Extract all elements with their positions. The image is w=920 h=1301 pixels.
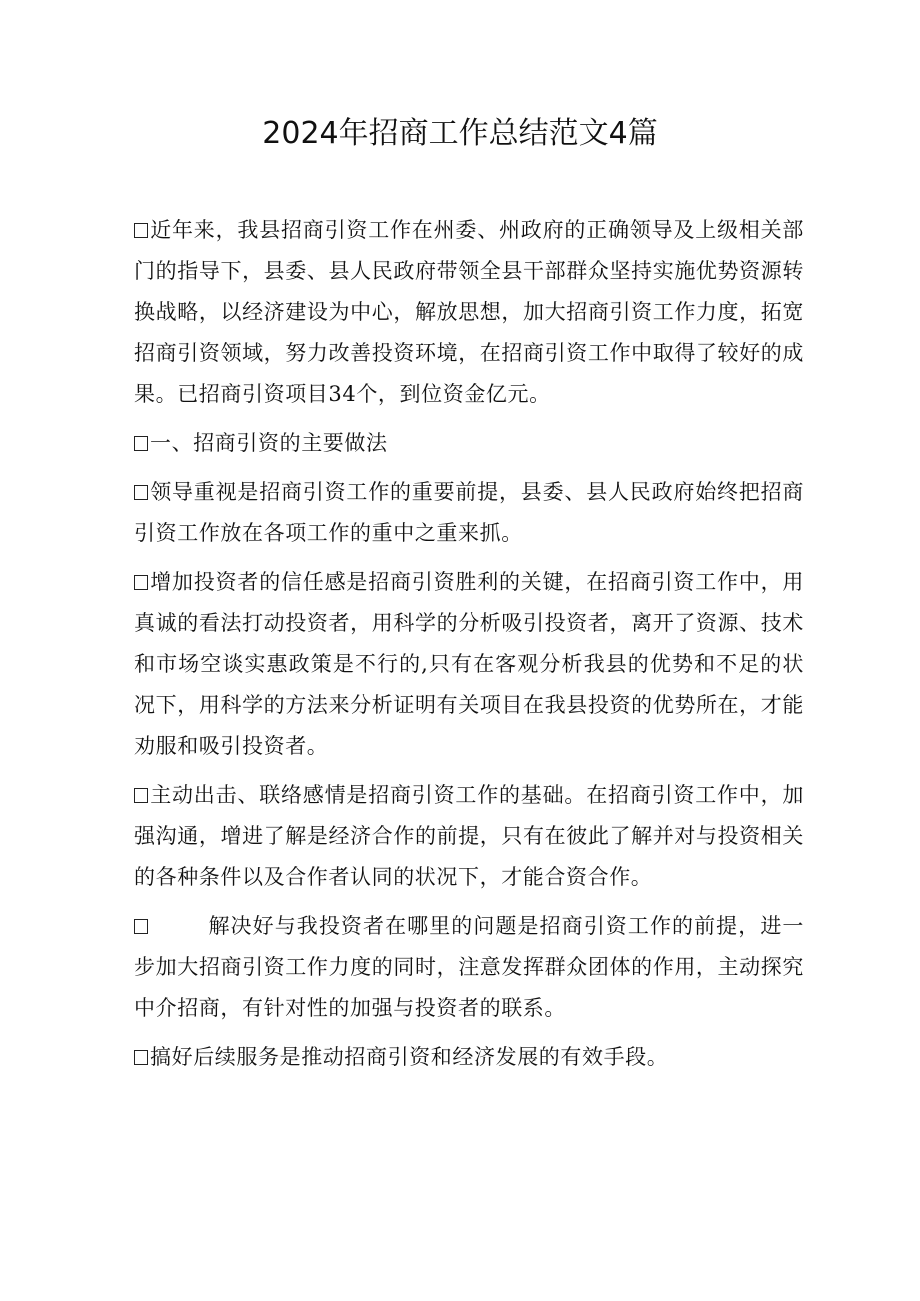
paragraph-text: 领导重视是招商引资工作的重要前提，县委、县人民政府始终把招商引资工作放在各项工作的重中之重来抓。 <box>134 480 804 545</box>
checkbox-bullet-icon <box>134 436 148 451</box>
paragraph-text: 主动出击、联络感情是招商引资工作的基础。在招商引资工作中，加强沟通，增进了解是经济合作的前提，只有在彼此了解并对与投资相关的各种条件以及合作者认同的状况下，才能合资合作。 <box>134 783 804 889</box>
paragraph-leadership <box>134 472 804 554</box>
checkbox-bullet-icon <box>134 1050 148 1065</box>
checkbox-bullet-icon <box>134 485 148 500</box>
paragraph-text: 解决好与我投资者在哪里的问题是招商引资工作的前提，进一步加大招商引资工作力度的同时，注意发挥群众团体的作用，主动探究中介招商，有针对性的加强与投资者的联系。 <box>134 914 804 1020</box>
paragraph-text: 一、招商引资的主要做法 <box>150 431 388 455</box>
checkbox-bullet-icon <box>134 788 148 803</box>
checkbox-bullet-icon <box>134 575 148 590</box>
paragraph-trust <box>134 562 804 767</box>
paragraph-intro <box>134 210 804 415</box>
paragraph-investors <box>134 906 804 1029</box>
checkbox-bullet-icon <box>134 223 148 238</box>
paragraph-text: 近年来，我县招商引资工作在州委、州政府的正确领导及上级相关部门的指导下，县委、县人民政府带领全县干部群众坚持实施优势资源转换战略，以经济建设为中心，解放思想，加大招商引资工作力度，拓宽招商引资领域，努力改善投资环境，在招商引资工作中取得了较好的成果。已招商引资项目34个，到位资金亿元。 <box>134 218 804 406</box>
paragraph-text: 增加投资者的信任感是招商引资胜利的关键，在招商引资工作中，用真诚的看法打动投资者，用科学的分析吸引投资者，离开了资源、技术和市场空谈实惠政策是不行的,只有在客观分析我县的优势和不足的状况下，用科学的方法来分析证明有关项目在我县投资的优势所在，才能劝服和吸引投资者。 <box>134 570 804 758</box>
paragraph-text: 搞好后续服务是推动招商引资和经济发展的有效手段。 <box>150 1045 669 1069</box>
section-heading <box>134 423 804 464</box>
checkbox-bullet-icon <box>134 919 148 934</box>
paragraph-followup <box>134 1037 804 1078</box>
document-title: 2024年招商工作总结范文4篇 <box>262 116 658 151</box>
document-body <box>134 210 804 1086</box>
paragraph-outreach <box>134 775 804 898</box>
